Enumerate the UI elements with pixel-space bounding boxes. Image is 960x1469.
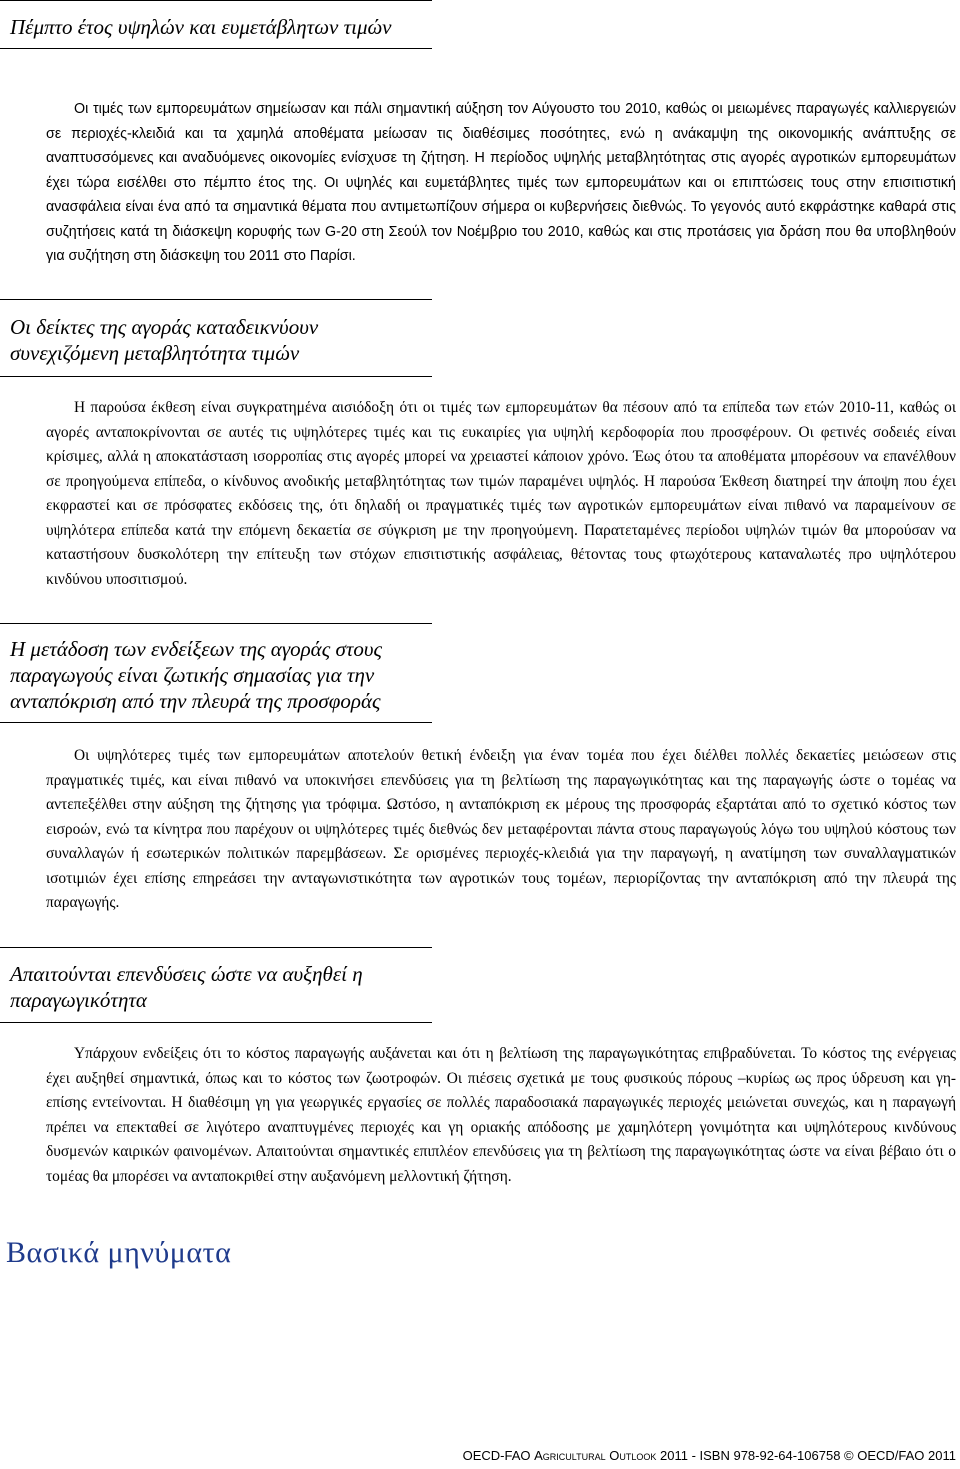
section-heading-block — [0, 299, 432, 377]
section-heading-block — [0, 623, 432, 723]
heading-top-rule — [0, 0, 432, 1]
section-paragraph: Οι υψηλότερες τιμές των εμπορευμάτων αποτελούν θετική ένδειξη για έναν τομέα που έχει διέλθει πολλές δεκαετίες μειώσεων στις πραγματικές τιμές, και είναι πιθανό να υποκινήσει επενδύσεις για τη βελτίωση της παραγωγικότητας και της παραγωγής ώστε ο τομέας να αντεπεξέλθει στην αύξηση της ζήτησης για τρόφιμα. Ωστόσο, η ανταπόκριση εκ μέρους της προσφοράς εξαρτάται από το σχετικό κόστος των εισροών, ενώ τα κίνητρα που παρέχουν οι υψηλότερες τιμές διεθνώς δεν μεταφέρονται πάντα στους παραγωγούς λόγω του υψηλού κόστους των συναλλαγών ή εσωτερικών πολιτικών παρεμβάσεων. Σε ορισμένες περιοχές-κλειδιά για την παραγωγή, η ανατίμηση των συναλλαγματικών ισοτιμιών έχει επίσης επηρεάσει την ανταγωνιστικότητα των αγροτικών τους τομέων, περιορίζοντας την ανταπόκριση από την πλευρά της παραγωγής. — [46, 747, 956, 911]
section-heading-block — [0, 947, 432, 1023]
footer-suffix: 2011 - ISBN 978-92-64-106758 © OECD/FAO 2011 — [656, 1448, 956, 1463]
section-heading: Πέμπτο έτος υψηλών και ευμετάβλητων τιμών — [10, 15, 392, 39]
footer-prefix: OECD-FAO — [462, 1448, 535, 1463]
heading-top-rule — [0, 947, 432, 948]
key-messages-title: Βασικά μηνύματα — [6, 1236, 232, 1269]
section-paragraph: Υπάρχουν ενδείξεις ότι το κόστος παραγωγής αυξάνεται και ότι η βελτίωση της παραγωγικότητας επιβραδύνεται. Το κόστος της ενέργειας έχει αυξηθεί σημαντικά, όπως και το κόστος των ζωοτροφών. Οι πιέσεις σχετικά με τους φυσικούς πόρους –κυρίως ως προς ύδρευση και γη- επίσης εντείνονται. Η διαθέσιμη γη για γεωργικές εργασίες σε πολλές παραδοσιακά παραγωγικές περιοχές μειώνεται συνεχώς, και η παραγωγή πρέπει να επεκταθεί σε λιγότερο αναπτυγμένες περιοχές και γη οριακής απόδοσης με χαμηλότερη γονιμότητα και υψηλότερους κινδύνους δυσμενών καιρικών φαινομένων. Απαιτούνται σημαντικές επιπλέον επενδύσεις για τη βελτίωση της παραγωγικότητας ώστε να είναι βέβαιο ότι ο τομέας θα μπορέσει να ανταποκριθεί στην αυξανόμενη μελλοντική ζήτηση. — [46, 1045, 956, 1185]
section-paragraph: Η παρούσα έκθεση είναι συγκρατημένα αισιόδοξη ότι οι τιμές των εμπορευμάτων θα πέσουν από τα επίπεδα των ετών 2010-11, καθώς οι αγορές ανταποκρίνονται σε αυτές τις υψηλότερες τιμές και τις ευκαιρίες για υψηλή κερδοφορία που προσφέρουν. Οι φετινές σοδειές είναι κρίσιμες, αλλά η αποκατάσταση ισορροπίας στις αγορές μπορεί να χρειαστεί κάποιον χρόνο. Έως ότου τα αποθέματα μπορέσουν να επανέλθουν σε προηγούμενα επίπεδα, ο κίνδυνος ανοδικής μεταβλητότητας των τιμών παραμένει υψηλός. Η παρούσα Έκθεση διατηρεί την άποψη που έχει εκφραστεί και σε πρόσφατες εκδόσεις της, ότι δηλαδή οι πραγματικές τιμές των αγροτικών εμπορευμάτων είναι πιθανό να παραμείνουν σε υψηλότερα επίπεδα κατά την επόμενη δεκαετία σε σύγκριση με την προηγούμενη. Παρατεταμένες περίοδοι υψηλών τιμών θα μπορούσαν να καταστήσουν δυσκολότερη την επίτευξη των στόχων επισιτιστικής ασφάλειας, θέτοντας τους φτωχότερους καταναλωτές προ υψηλότερου κινδύνου υποσιτισμού. — [46, 399, 956, 588]
section-heading: Απαιτούνται επενδύσεις ώστε να αυξηθεί η παραγωγικότητα — [10, 962, 363, 1012]
heading-top-rule — [0, 299, 432, 300]
page-footer — [463, 1448, 956, 1464]
heading-bottom-rule — [0, 48, 432, 49]
heading-top-rule — [0, 623, 432, 624]
heading-bottom-rule — [0, 1022, 432, 1023]
section-heading: Η μετάδοση των ενδείξεων της αγοράς στους παραγωγούς είναι ζωτικής σημασίας για την ανταπόκριση από την πλευρά της προσφοράς — [10, 637, 383, 713]
section-heading-block — [0, 0, 432, 49]
heading-bottom-rule — [0, 722, 432, 723]
footer-publication-title: Agricultural Outlook — [534, 1448, 657, 1463]
heading-bottom-rule — [0, 376, 432, 377]
section-heading: Οι δείκτες της αγοράς καταδεικνύουν συνεχιζόμενη μεταβλητότητα τιμών — [10, 315, 319, 365]
section-paragraph: Οι τιμές των εμπορευμάτων σημείωσαν και πάλι σημαντική αύξηση τον Αύγουστο του 2010, καθώς οι μειωμένες παραγωγές καλλιεργειών σε περιοχές-κλειδιά και τα χαμηλά αποθέματα μείωσαν τις διαθέσιμες ποσότητες, ενώ η ανάκαμψη της οικονομικής ανάπτυξης σε αναπτυσσόμενες και αναδυόμενες οικονομίες ενίσχυσε τη ζήτηση. Η περίοδος υψηλής μεταβλητότητας στις αγορές αγροτικών εμπορευμάτων έχει τώρα εισέλθει στο πέμπτο έτος της. Οι υψηλές και ευμετάβλητες τιμές των εμπορευμάτων και οι επιπτώσεις τους στην επισιτιστική ανασφάλεια είναι ένα από τα σημαντικά θέματα που αντιμετωπίζουν σήμερα οι κυβερνήσεις διεθνώς. Το γεγονός αυτό εκφράστηκε καθαρά στις συζητήσεις κατά τη διάσκεψη κορυφής των G-20 στη Σεούλ τον Νοέμβριο του 2010, καθώς και στις προτάσεις για δράση που θα υποβληθούν για συζήτηση στη διάσκεψη του 2011 στο Παρίσι. — [46, 101, 956, 264]
